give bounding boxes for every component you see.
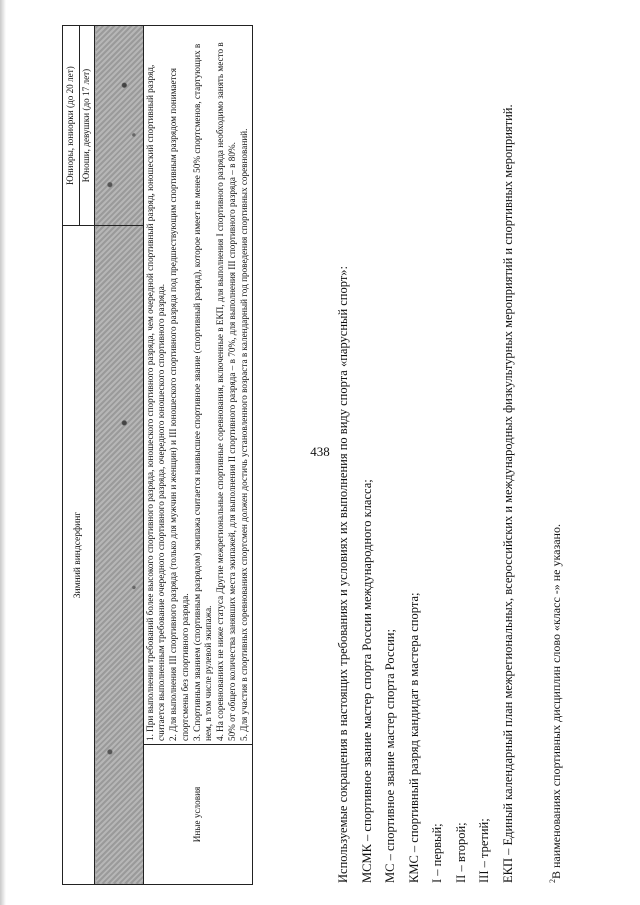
sport-header-cell: Зимний виндсерфинг	[63, 226, 95, 885]
footnote-marker: 2	[548, 879, 557, 883]
condition-item: 3. Спортивным званием (спортивным разрядом) экипажа считается наивысшее спортивное звание (спортивный разряд), которое имеет не менее 50% спортсменов, стартующих в нем, в том числе рулевой экипажа.	[191, 43, 214, 741]
condition-item: 2. Для выполнения III спортивного разряда (только для мужчин и женщин) и III юношеского спортивного разряда под предшествующим спортивным разрядом понимается спортсмены без спортивного разряда.	[168, 68, 190, 741]
abbreviations-section	[332, 43, 520, 883]
abbreviation-item: МС – спортивное звание мастер спорта России;	[383, 629, 397, 883]
condition-item: 1. При выполнении требований более высокого спортивного разряда, юношеского спортивного разряда, чем очередной спортивный разряд, юношеский спортивный разряд, считается выполненным требование очередного спортивного разряда, очередного юношеского спортивного разряда.	[145, 64, 167, 741]
conditions-cell	[144, 26, 253, 745]
rotated-page-content	[50, 35, 600, 895]
abbreviation-item: III – третий;	[477, 818, 491, 883]
age-group-youth: Юноши, девушки (до 17 лет)	[80, 26, 95, 226]
abbreviation-item: МСМК – спортивное звание мастер спорта России международного класса;	[359, 479, 374, 883]
abbreviations-intro: Используемые сокращения в настоящих требованиях и условиях их выполнения по виду спорта «парусный спорт»:	[336, 265, 350, 883]
shaded-cell	[95, 26, 144, 226]
row-label-other-conditions: Иные условия	[144, 745, 253, 885]
footnote-text: В наименованиях спортивных дисциплин слово «класс -» не указано.	[549, 524, 563, 879]
conditions-list	[145, 29, 250, 741]
condition-item: 5. Для участия в спортивных соревнованиях спортсмен должен достичь установленного возраста в календарный год проведения спортивных соревнований.	[238, 128, 249, 741]
table-gray-row	[95, 26, 144, 885]
footnote	[548, 43, 564, 883]
abbreviation-item: II – второй;	[453, 822, 468, 883]
page-number: 438	[310, 444, 330, 459]
shaded-cell	[95, 226, 144, 885]
condition-item: 4. На соревнованиях не ниже статуса Другие межрегиональные спортивные соревнования, включенные в ЕКП, для выполнения I спортивного разряда необходимо занять место в 50% от общего количества занявших места экипажей, для выполнения II спортивного разряда – в 70%, для выполнения III спортивного разряда – в 80%.	[215, 42, 237, 741]
abbreviation-item: ЕКП – Единый календарный план межрегиональных, всероссийских и международных физкультурных мероприятий и спортивных мероприятий.	[500, 104, 515, 883]
abbreviation-item: КМС – спортивный разряд кандидат в мастера спорта;	[406, 592, 421, 883]
abbreviation-item: I – первый;	[430, 823, 444, 883]
table-conditions-row	[144, 26, 253, 885]
age-group-juniors: Юниоры, юниорки (до 20 лет)	[63, 26, 80, 226]
requirements-table	[62, 25, 253, 885]
table-header-row	[63, 26, 80, 885]
scan-edge-shadow	[0, 0, 6, 905]
